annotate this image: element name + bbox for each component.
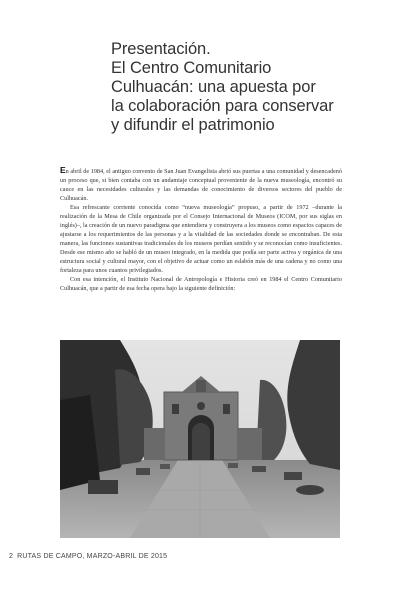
title-line: y difundir el patrimonio [111,116,275,134]
body-paragraph: Con esa intención, el Instituto Nacional de Antropología e Historia creó en 1984 el Centro Comunitario Culhuacán, que a partir de esa fecha opera bajo la siguiente definición: [60,276,342,292]
paragraph-text: n abril de 1984, el antiguo convento de San Juan Evangelista abrió sus puertas a una comunidad y desencadenó un proceso que, si bien contaba con un andamiaje conceptual proveniente de la nueva museología, encontró su cauce en las necesidades culturales y las demandas de conocimiento de diversos sectores del pueblo de Culhuacán. [60,168,342,202]
convent-photo-illustration [60,340,340,538]
title-line: la colaboración para conservar [111,97,334,115]
title-line: Presentación. [111,40,211,58]
publication-name: RUTAS DE CAMPO, MARZO-ABRIL DE 2015 [17,553,168,560]
article-title [111,40,391,135]
page-footer [9,553,167,560]
body-paragraph [60,166,342,203]
body-paragraph: Esa refrescante corriente conocida como “nueva museología” propuso, a partir de 1972 –durante la realización de la Mesa de Chile organizada por el Consejo Internacional de Museos (ICOM, por sus siglas en inglés)–, la creación de un nuevo paradigma que entendiera y construyera a los museos como espacios capaces de ajustarse a los requerimientos de las personas y a la vitalidad de las sociedades donde se encontraban. De esta manera, las funciones sustantivas tradicionales de los museos perdían sentido y se reconocían como insuficientes. Desde ese mismo año se habló de un museo integrado, en la medida que podía ser parte activa y orgánica de una estructura social y cultural mayor, con el objetivo de actuar como un eslabón más de una cadena y no como una fortaleza para unos cuantos privilegiados. [60,204,342,274]
title-line: El Centro Comunitario [111,59,272,77]
page-number: 2 [9,553,14,560]
convent-photo [60,340,340,538]
article-body [60,166,342,293]
drop-cap: E [60,165,66,175]
title-line: Culhuacán: una apuesta por [111,78,316,96]
